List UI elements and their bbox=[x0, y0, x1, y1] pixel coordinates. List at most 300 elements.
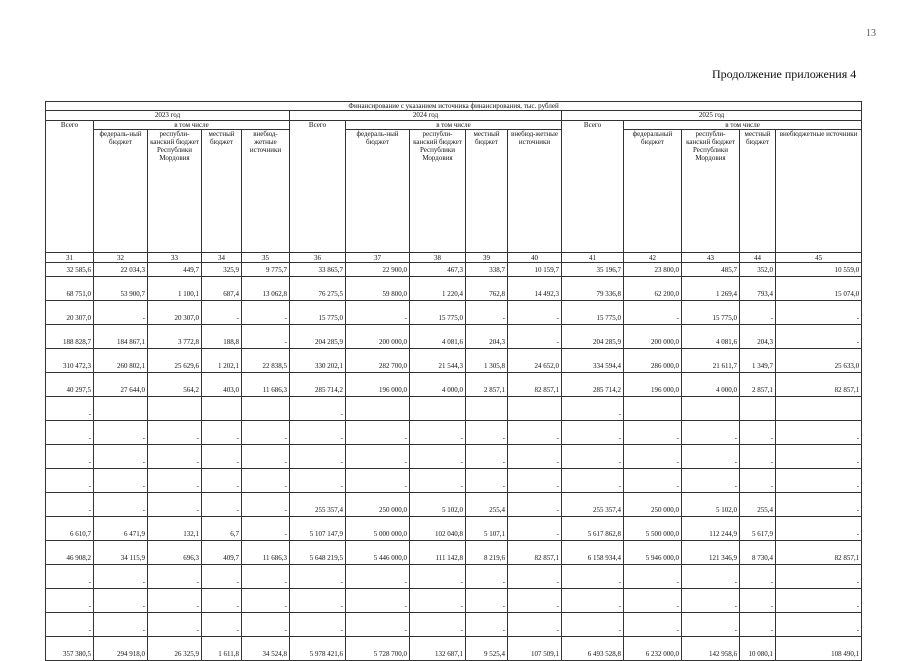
table-cell: - bbox=[624, 421, 682, 445]
table-row bbox=[46, 565, 862, 589]
table-cell: 6 610,7 bbox=[46, 517, 94, 541]
table-cell: 196 000,0 bbox=[346, 373, 410, 397]
table-cell: - bbox=[46, 469, 94, 493]
table-cell: 1 220,4 bbox=[410, 277, 466, 301]
table-row bbox=[46, 325, 862, 349]
table-caption: Финансирование с указанием источника финансирования, тыс. рублей bbox=[46, 102, 862, 111]
table-cell: 467,3 bbox=[410, 263, 466, 277]
table-cell: 5 102,0 bbox=[682, 493, 740, 517]
table-cell: - bbox=[202, 469, 242, 493]
table-cell: - bbox=[242, 445, 290, 469]
table-cell: 285 714,2 bbox=[290, 373, 346, 397]
table-cell: 5 107,1 bbox=[466, 517, 508, 541]
table-cell: 330 202,1 bbox=[290, 349, 346, 373]
table-cell: 409,7 bbox=[202, 541, 242, 565]
table-cell: - bbox=[776, 301, 862, 325]
table-cell: - bbox=[94, 469, 148, 493]
table-cell: 22 838,5 bbox=[242, 349, 290, 373]
table-cell: 11 686,3 bbox=[242, 541, 290, 565]
table-cell: - bbox=[466, 301, 508, 325]
table-row bbox=[46, 541, 862, 565]
including-header-2024: в том числе bbox=[346, 121, 562, 130]
table-cell: 9 775,7 bbox=[242, 263, 290, 277]
table-cell: 250 000,0 bbox=[346, 493, 410, 517]
table-cell: - bbox=[410, 565, 466, 589]
table-cell: 112 244,9 bbox=[682, 517, 740, 541]
table-cell: - bbox=[290, 589, 346, 613]
extra-header-2023: внебюд-жетные источники bbox=[242, 130, 290, 253]
table-cell: 21 611,7 bbox=[682, 349, 740, 373]
table-cell: - bbox=[346, 589, 410, 613]
table-cell: - bbox=[148, 589, 202, 613]
table-cell: 1 269,4 bbox=[682, 277, 740, 301]
table-cell bbox=[346, 397, 410, 421]
table-cell: - bbox=[242, 493, 290, 517]
table-cell: 2 857,1 bbox=[740, 373, 776, 397]
table-cell: 200 000,0 bbox=[624, 325, 682, 349]
table-cell: - bbox=[410, 613, 466, 637]
table-cell: - bbox=[290, 469, 346, 493]
table-cell: - bbox=[508, 589, 562, 613]
table-cell: - bbox=[776, 421, 862, 445]
table-cell: 5 978 421,6 bbox=[290, 637, 346, 661]
table-cell: 687,4 bbox=[202, 277, 242, 301]
table-cell bbox=[508, 397, 562, 421]
table-row bbox=[46, 349, 862, 373]
table-cell: 132 687,1 bbox=[410, 637, 466, 661]
table-cell: - bbox=[624, 445, 682, 469]
table-cell: 1 611,8 bbox=[202, 637, 242, 661]
table-cell: 21 544,3 bbox=[410, 349, 466, 373]
table-cell: - bbox=[562, 397, 624, 421]
table-cell: - bbox=[466, 421, 508, 445]
table-row bbox=[46, 613, 862, 637]
table-cell: 286 000,0 bbox=[624, 349, 682, 373]
table-row bbox=[46, 469, 862, 493]
table-cell: 2 857,1 bbox=[466, 373, 508, 397]
table-cell: 6,7 bbox=[202, 517, 242, 541]
table-cell: 255 357,4 bbox=[562, 493, 624, 517]
table-cell bbox=[682, 397, 740, 421]
table-cell: 4 081,6 bbox=[410, 325, 466, 349]
table-row bbox=[46, 493, 862, 517]
table-cell: 5 617 862,8 bbox=[562, 517, 624, 541]
republic-header-2023: республи-канский бюджет Республики Мордовия bbox=[148, 130, 202, 253]
table-cell: - bbox=[740, 421, 776, 445]
table-cell: - bbox=[46, 397, 94, 421]
table-cell: - bbox=[740, 301, 776, 325]
total-header-2024: Всего bbox=[290, 121, 346, 253]
year-header-2025: 2025 год bbox=[562, 111, 862, 121]
table-cell: 82 857,1 bbox=[776, 373, 862, 397]
table-cell: - bbox=[776, 469, 862, 493]
table-cell: - bbox=[508, 301, 562, 325]
table-cell: 5 617,9 bbox=[740, 517, 776, 541]
table-cell: 13 062,8 bbox=[242, 277, 290, 301]
table-cell: 15 074,0 bbox=[776, 277, 862, 301]
table-cell: 285 714,2 bbox=[562, 373, 624, 397]
including-header-2025: в том числе bbox=[624, 121, 862, 130]
table-cell: - bbox=[242, 517, 290, 541]
republic-header-2024: республи-канский бюджет Республики Мордовия bbox=[410, 130, 466, 253]
table-cell: 334 594,4 bbox=[562, 349, 624, 373]
table-cell: 310 472,3 bbox=[46, 349, 94, 373]
table-cell: 24 652,0 bbox=[508, 349, 562, 373]
table-cell: - bbox=[46, 565, 94, 589]
federal-header-2025: федеральный бюджет bbox=[624, 130, 682, 253]
table-cell: 10 559,0 bbox=[776, 263, 862, 277]
table-cell: - bbox=[624, 613, 682, 637]
table-cell: 1 100,1 bbox=[148, 277, 202, 301]
table-cell: 20 307,0 bbox=[148, 301, 202, 325]
table-cell: 294 918,0 bbox=[94, 637, 148, 661]
table-cell: - bbox=[290, 565, 346, 589]
column-number: 40 bbox=[508, 253, 562, 263]
table-cell: - bbox=[740, 613, 776, 637]
table-cell: 142 958,6 bbox=[682, 637, 740, 661]
table-cell: 696,3 bbox=[148, 541, 202, 565]
table-cell: - bbox=[776, 517, 862, 541]
table-cell: - bbox=[740, 589, 776, 613]
table-cell: - bbox=[466, 565, 508, 589]
table-cell: 5 107 147,9 bbox=[290, 517, 346, 541]
table-cell: 32 585,6 bbox=[46, 263, 94, 277]
table-cell: 564,2 bbox=[148, 373, 202, 397]
table-cell: - bbox=[148, 493, 202, 517]
table-row bbox=[46, 301, 862, 325]
table-cell: - bbox=[682, 565, 740, 589]
table-cell: 4 081,6 bbox=[682, 325, 740, 349]
table-cell: 4 000,0 bbox=[682, 373, 740, 397]
table-cell: - bbox=[508, 421, 562, 445]
table-cell: 762,8 bbox=[466, 277, 508, 301]
table-row bbox=[46, 397, 862, 421]
table-cell: 26 325,9 bbox=[148, 637, 202, 661]
table-cell: 79 336,8 bbox=[562, 277, 624, 301]
table-cell: 22 034,3 bbox=[94, 263, 148, 277]
table-cell: 188,8 bbox=[202, 325, 242, 349]
table-cell: - bbox=[94, 589, 148, 613]
table-cell: 6 493 528,8 bbox=[562, 637, 624, 661]
table-cell: 82 857,1 bbox=[508, 373, 562, 397]
table-cell: - bbox=[46, 589, 94, 613]
table-row bbox=[46, 589, 862, 613]
column-number: 34 bbox=[202, 253, 242, 263]
table-cell: 9 525,4 bbox=[466, 637, 508, 661]
table-cell: 5 446 000,0 bbox=[346, 541, 410, 565]
table-cell: 40 297,5 bbox=[46, 373, 94, 397]
table-cell: 196 000,0 bbox=[624, 373, 682, 397]
table-cell: - bbox=[290, 397, 346, 421]
table-cell: - bbox=[776, 565, 862, 589]
table-cell: 5 000 000,0 bbox=[346, 517, 410, 541]
table-cell: 34 524,8 bbox=[242, 637, 290, 661]
table-cell bbox=[148, 397, 202, 421]
table-cell: 255 357,4 bbox=[290, 493, 346, 517]
table-cell: 15 775,0 bbox=[562, 301, 624, 325]
table-cell: 1 305,8 bbox=[466, 349, 508, 373]
table-cell: 82 857,1 bbox=[776, 541, 862, 565]
table-cell: - bbox=[202, 493, 242, 517]
table-cell: - bbox=[202, 565, 242, 589]
table-cell: - bbox=[202, 301, 242, 325]
local-header-2024: местный бюджет bbox=[466, 130, 508, 253]
table-cell bbox=[740, 397, 776, 421]
local-header-2025: местный бюджет bbox=[740, 130, 776, 253]
table-cell: 35 196,7 bbox=[562, 263, 624, 277]
table-cell: 204 285,9 bbox=[562, 325, 624, 349]
column-number: 33 bbox=[148, 253, 202, 263]
page-number: 13 bbox=[866, 28, 876, 39]
table-cell: - bbox=[682, 589, 740, 613]
table-cell: 282 700,0 bbox=[346, 349, 410, 373]
financing-table bbox=[45, 101, 862, 661]
table-cell: - bbox=[740, 445, 776, 469]
table-cell: - bbox=[202, 613, 242, 637]
table-cell: - bbox=[624, 589, 682, 613]
table-cell: - bbox=[508, 517, 562, 541]
table-cell: - bbox=[776, 589, 862, 613]
table-cell: - bbox=[562, 613, 624, 637]
column-number: 45 bbox=[776, 253, 862, 263]
table-cell: - bbox=[776, 613, 862, 637]
table-cell: 14 492,3 bbox=[508, 277, 562, 301]
table-cell: - bbox=[562, 469, 624, 493]
table-cell: 108 490,1 bbox=[776, 637, 862, 661]
table-row bbox=[46, 517, 862, 541]
table-cell: 53 900,7 bbox=[94, 277, 148, 301]
table-cell: - bbox=[508, 325, 562, 349]
table-cell: - bbox=[94, 445, 148, 469]
table-cell: 23 800,0 bbox=[624, 263, 682, 277]
year-header-2023: 2023 год bbox=[46, 111, 290, 121]
table-cell: 5 500 000,0 bbox=[624, 517, 682, 541]
table-cell: - bbox=[624, 565, 682, 589]
column-number: 37 bbox=[346, 253, 410, 263]
table-cell: - bbox=[202, 589, 242, 613]
table-cell: - bbox=[466, 613, 508, 637]
table-cell: 82 857,1 bbox=[508, 541, 562, 565]
table-cell: - bbox=[346, 421, 410, 445]
table-cell: 132,1 bbox=[148, 517, 202, 541]
table-cell: 485,7 bbox=[682, 263, 740, 277]
table-cell: 5 648 219,5 bbox=[290, 541, 346, 565]
appendix-title: Продолжение приложения 4 bbox=[712, 67, 857, 81]
table-cell: - bbox=[776, 325, 862, 349]
table-cell: 352,0 bbox=[740, 263, 776, 277]
table-cell: 6 471,9 bbox=[94, 517, 148, 541]
federal-header-2023: федераль-ный бюджет bbox=[94, 130, 148, 253]
table-cell: - bbox=[148, 445, 202, 469]
table-cell: - bbox=[624, 301, 682, 325]
including-header-2023: в том числе bbox=[94, 121, 290, 130]
table-cell: - bbox=[46, 493, 94, 517]
table-cell: 357 380,5 bbox=[46, 637, 94, 661]
column-number: 39 bbox=[466, 253, 508, 263]
table-cell: - bbox=[94, 565, 148, 589]
table-cell: - bbox=[562, 445, 624, 469]
column-number-row bbox=[46, 253, 862, 263]
table-cell: 102 040,8 bbox=[410, 517, 466, 541]
table-cell: 33 865,7 bbox=[290, 263, 346, 277]
table-cell bbox=[202, 397, 242, 421]
table-cell: 11 686,3 bbox=[242, 373, 290, 397]
table-cell: - bbox=[508, 613, 562, 637]
column-number: 36 bbox=[290, 253, 346, 263]
table-cell: 111 142,8 bbox=[410, 541, 466, 565]
table-cell: - bbox=[94, 493, 148, 517]
table-cell: 8 730,4 bbox=[740, 541, 776, 565]
table-cell: 46 908,2 bbox=[46, 541, 94, 565]
table-cell: 6 158 934,4 bbox=[562, 541, 624, 565]
table-cell: - bbox=[508, 493, 562, 517]
table-cell bbox=[776, 397, 862, 421]
table-cell: - bbox=[466, 469, 508, 493]
table-cell: 5 102,0 bbox=[410, 493, 466, 517]
table-cell: 260 802,1 bbox=[94, 349, 148, 373]
extra-header-2025: внебюджетные источники bbox=[776, 130, 862, 253]
table-cell bbox=[624, 397, 682, 421]
table-row bbox=[46, 373, 862, 397]
table-cell: - bbox=[346, 565, 410, 589]
table-cell: - bbox=[776, 493, 862, 517]
table-cell: 1 202,1 bbox=[202, 349, 242, 373]
table-cell: 204,3 bbox=[466, 325, 508, 349]
column-number: 41 bbox=[562, 253, 624, 263]
table-cell: 107 509,1 bbox=[508, 637, 562, 661]
table-cell: 62 200,0 bbox=[624, 277, 682, 301]
table-cell: 250 000,0 bbox=[624, 493, 682, 517]
table-cell: 204 285,9 bbox=[290, 325, 346, 349]
table-cell: - bbox=[410, 589, 466, 613]
table-cell: - bbox=[148, 565, 202, 589]
table-cell: 6 232 000,0 bbox=[624, 637, 682, 661]
table-cell: - bbox=[682, 421, 740, 445]
table-cell bbox=[466, 397, 508, 421]
table-cell: - bbox=[410, 469, 466, 493]
table-row bbox=[46, 421, 862, 445]
table-cell: 5 728 700,0 bbox=[346, 637, 410, 661]
table-cell: - bbox=[148, 613, 202, 637]
table-cell: - bbox=[148, 469, 202, 493]
table-cell: 27 644,0 bbox=[94, 373, 148, 397]
total-header-2025: Всего bbox=[562, 121, 624, 253]
table-cell: 1 349,7 bbox=[740, 349, 776, 373]
table-cell: 8 219,6 bbox=[466, 541, 508, 565]
table-cell bbox=[242, 397, 290, 421]
total-row bbox=[46, 637, 862, 661]
column-number: 43 bbox=[682, 253, 740, 263]
table-cell: - bbox=[94, 613, 148, 637]
table-cell: - bbox=[94, 301, 148, 325]
table-cell: 20 307,0 bbox=[46, 301, 94, 325]
table-cell: 76 275,5 bbox=[290, 277, 346, 301]
table-row bbox=[46, 277, 862, 301]
table-cell: 403,0 bbox=[202, 373, 242, 397]
year-header-2024: 2024 год bbox=[290, 111, 562, 121]
column-number: 38 bbox=[410, 253, 466, 263]
table-row bbox=[46, 263, 862, 277]
table-cell: - bbox=[740, 469, 776, 493]
extra-header-2024: внебюд-жетные источники bbox=[508, 130, 562, 253]
table-cell: - bbox=[148, 421, 202, 445]
table-cell: 188 828,7 bbox=[46, 325, 94, 349]
table-cell: - bbox=[624, 469, 682, 493]
table-cell: 255,4 bbox=[466, 493, 508, 517]
table-cell: - bbox=[410, 421, 466, 445]
table-cell: 68 751,0 bbox=[46, 277, 94, 301]
column-number: 44 bbox=[740, 253, 776, 263]
table-cell: - bbox=[410, 445, 466, 469]
table-cell: - bbox=[242, 469, 290, 493]
table-cell: - bbox=[242, 421, 290, 445]
table-cell: 325,9 bbox=[202, 263, 242, 277]
table-cell: - bbox=[290, 445, 346, 469]
local-header-2023: местный бюджет bbox=[202, 130, 242, 253]
table-cell: 25 629,6 bbox=[148, 349, 202, 373]
table-cell: - bbox=[682, 469, 740, 493]
table-cell: 15 775,0 bbox=[290, 301, 346, 325]
table-cell: - bbox=[46, 421, 94, 445]
table-cell: - bbox=[290, 613, 346, 637]
table-cell: 22 900,0 bbox=[346, 263, 410, 277]
table-cell: 34 115,9 bbox=[94, 541, 148, 565]
table-cell: - bbox=[466, 589, 508, 613]
table-cell: - bbox=[346, 469, 410, 493]
table-cell: 4 000,0 bbox=[410, 373, 466, 397]
table-cell: - bbox=[466, 445, 508, 469]
total-header-2023: Всего bbox=[46, 121, 94, 253]
table-cell bbox=[410, 397, 466, 421]
table-cell: - bbox=[682, 445, 740, 469]
table-cell: - bbox=[776, 445, 862, 469]
table-cell: 200 000,0 bbox=[346, 325, 410, 349]
table-cell: - bbox=[94, 421, 148, 445]
table-cell: - bbox=[202, 421, 242, 445]
table-cell: - bbox=[242, 301, 290, 325]
table-cell: 25 633,0 bbox=[776, 349, 862, 373]
federal-header-2024: федераль-ный бюджет bbox=[346, 130, 410, 253]
table-cell: - bbox=[346, 445, 410, 469]
table-cell: 449,7 bbox=[148, 263, 202, 277]
table-cell: 204,3 bbox=[740, 325, 776, 349]
table-cell: 10 080,1 bbox=[740, 637, 776, 661]
table-cell: 15 775,0 bbox=[410, 301, 466, 325]
column-number: 35 bbox=[242, 253, 290, 263]
table-cell: - bbox=[242, 325, 290, 349]
table-cell: 3 772,8 bbox=[148, 325, 202, 349]
table-cell: - bbox=[562, 421, 624, 445]
republic-header-2025: республи-канский бюджет Республики Мордовия bbox=[682, 130, 740, 253]
table-cell bbox=[94, 397, 148, 421]
table-cell: - bbox=[508, 565, 562, 589]
table-cell: - bbox=[290, 421, 346, 445]
table-cell: - bbox=[202, 445, 242, 469]
table-cell: - bbox=[562, 589, 624, 613]
table-cell: 255,4 bbox=[740, 493, 776, 517]
table-cell: 121 346,9 bbox=[682, 541, 740, 565]
table-cell: - bbox=[740, 565, 776, 589]
table-cell: - bbox=[242, 565, 290, 589]
table-cell: - bbox=[508, 445, 562, 469]
table-cell: - bbox=[46, 445, 94, 469]
table-cell: 338,7 bbox=[466, 263, 508, 277]
table-cell: - bbox=[682, 613, 740, 637]
column-number: 31 bbox=[46, 253, 94, 263]
table-cell: 184 867,1 bbox=[94, 325, 148, 349]
table-cell: - bbox=[46, 613, 94, 637]
table-cell: 10 159,7 bbox=[508, 263, 562, 277]
